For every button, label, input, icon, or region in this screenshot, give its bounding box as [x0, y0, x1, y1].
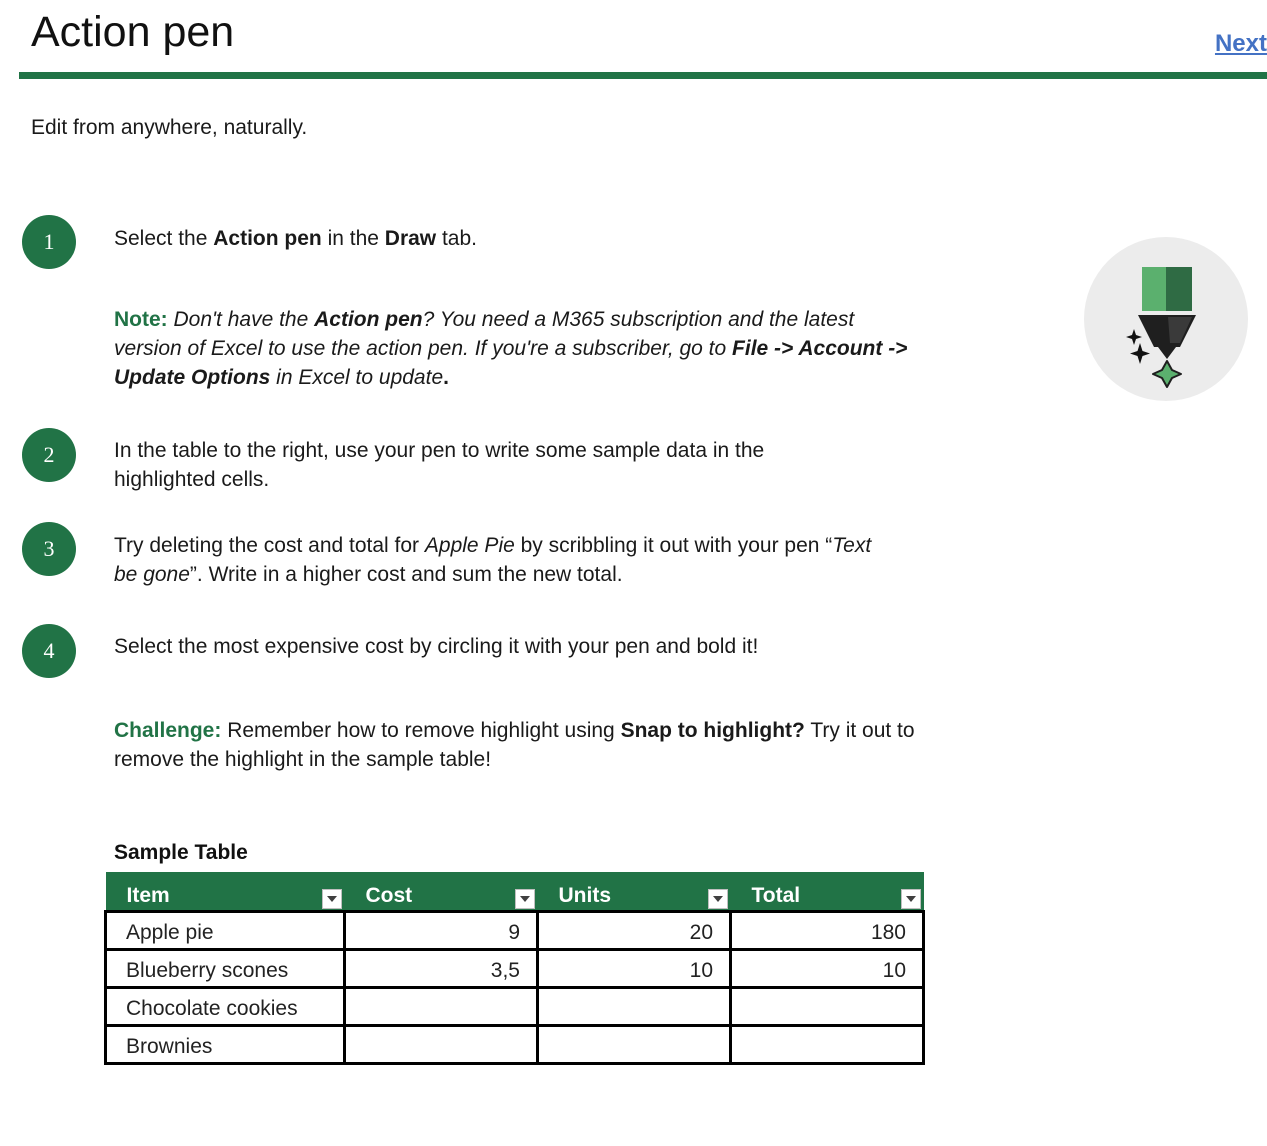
sample-table: [104, 872, 925, 1065]
challenge-text-part: Try it out to remove the highlight in the sample table!: [114, 719, 915, 771]
item-cell[interactable]: Chocolate cookies: [106, 988, 345, 1026]
step-3-text-part: Text be gone: [114, 534, 872, 586]
header-rule: [19, 72, 1267, 79]
total-cell[interactable]: 180: [731, 912, 924, 950]
item-cell[interactable]: Apple pie: [106, 912, 345, 950]
total-cell[interactable]: [731, 988, 924, 1026]
note-text-part: Don't have the: [167, 308, 315, 331]
action-pen-badge: [1084, 237, 1248, 401]
challenge-text-part: Remember how to remove highlight using: [221, 719, 621, 742]
step-1-text: [114, 224, 934, 253]
challenge-text: [114, 716, 924, 774]
step-3-text-part: ”. Write in a higher cost and sum the new total.: [189, 563, 623, 586]
filter-dropdown-icon[interactable]: [515, 889, 535, 909]
total-cell[interactable]: [731, 1026, 924, 1064]
item-cell[interactable]: Brownies: [106, 1026, 345, 1064]
note-text-part: Action pen: [314, 308, 423, 331]
step-3-text: [114, 531, 884, 589]
note-label: Note:: [114, 308, 168, 331]
filter-dropdown-icon[interactable]: [901, 889, 921, 909]
table-row: [106, 912, 924, 950]
note-path: File -> Account -> Update Options: [114, 337, 908, 389]
column-header-label: Units: [558, 884, 611, 907]
column-header-total: [731, 872, 924, 912]
cost-cell[interactable]: 9: [345, 912, 538, 950]
units-cell[interactable]: 20: [538, 912, 731, 950]
cost-cell[interactable]: [345, 1026, 538, 1064]
action-pen-icon: [1084, 237, 1248, 401]
note-text-part: ? You need a M365 subscription and the latest version of Excel to use the action pen. If you're a subscriber, go to: [114, 308, 855, 360]
subtitle: Edit from anywhere, naturally.: [31, 116, 308, 139]
step-number-4: 4: [22, 624, 76, 678]
units-cell[interactable]: 10: [538, 950, 731, 988]
next-link[interactable]: Next: [1214, 30, 1267, 57]
column-header-label: Total: [751, 884, 801, 907]
table-row: [106, 988, 924, 1026]
step-1-text-part: tab.: [436, 227, 478, 250]
action-pen-term: Action pen: [213, 227, 322, 250]
step-number-3: 3: [22, 522, 76, 576]
cost-cell[interactable]: 3,5: [345, 950, 538, 988]
step-3-text-part: Try deleting the cost and total for: [114, 534, 425, 557]
units-cell[interactable]: [538, 988, 731, 1026]
cost-cell[interactable]: [345, 988, 538, 1026]
snap-to-highlight-term: Snap to highlight?: [620, 719, 805, 742]
column-header-item: [106, 872, 345, 912]
challenge-label: Challenge:: [114, 719, 222, 742]
filter-dropdown-icon[interactable]: [708, 889, 728, 909]
note-text-part: in Excel to update: [270, 366, 444, 389]
draw-tab-term: Draw: [384, 227, 437, 250]
table-header-row: [106, 872, 924, 912]
note-text-part: .: [443, 366, 449, 389]
page-title: Action pen: [31, 8, 235, 56]
step-number-2: 2: [22, 428, 76, 482]
filter-dropdown-icon[interactable]: [322, 889, 342, 909]
note-text: [114, 305, 914, 392]
step-1-text-part: Select the: [114, 227, 214, 250]
step-2-text: In the table to the right, use your pen to write some sample data in the highlighted cells.: [114, 439, 765, 491]
column-header-label: Cost: [365, 884, 413, 907]
total-cell[interactable]: 10: [731, 950, 924, 988]
step-3-text-part: Apple Pie: [424, 534, 515, 557]
step-number-1: 1: [22, 215, 76, 269]
units-cell[interactable]: [538, 1026, 731, 1064]
step-3-text-part: by scribbling it out with your pen “: [514, 534, 833, 557]
step-1-text-part: in the: [321, 227, 385, 250]
column-header-label: Item: [126, 884, 170, 907]
column-header-units: [538, 872, 731, 912]
table-row: [106, 950, 924, 988]
table-caption: Sample Table: [114, 841, 248, 864]
column-header-cost: [345, 872, 538, 912]
table-row: [106, 1026, 924, 1064]
step-4-text: Select the most expensive cost by circling it with your pen and bold it!: [114, 635, 759, 658]
item-cell[interactable]: Blueberry scones: [106, 950, 345, 988]
